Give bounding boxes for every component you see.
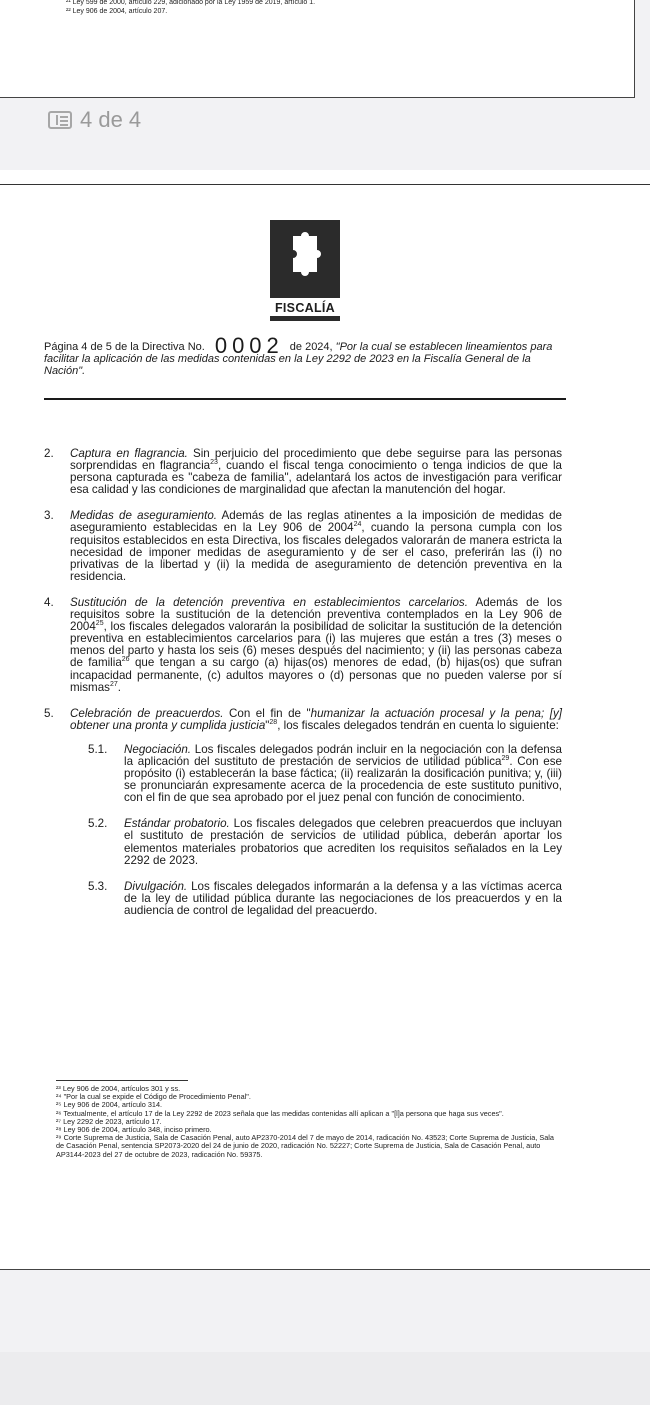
page-bottom-border bbox=[0, 1269, 650, 1270]
footnote: ²⁶ Textualmente, el artículo 17 de la Ley 2292 de 2023 señala que las medidas contenidas allí aplican a "[l]a persona que haga sus veces". bbox=[56, 1108, 504, 1118]
footnote: ²² Ley 906 de 2004, artículo 207. bbox=[66, 8, 168, 15]
footnote: ²¹ Ley 599 de 2000, artículo 229, adicionado por la Ley 1959 de 2019, artículo 1. bbox=[66, 0, 316, 6]
header-divider bbox=[44, 398, 566, 400]
footnote: ²⁵ Ley 906 de 2004, artículo 314. bbox=[56, 1100, 163, 1110]
footnote: ²⁷ Ley 2292 de 2023, artículo 17. bbox=[56, 1116, 162, 1126]
list-item: 4. Sustitución de la detención preventiva en establecimientos carcelarios. Además de los requisitos sobre la sustitución de la detención preventiva contemplados en la Ley 906 de 2004$^{25}$, los fiscales delegados valorarán la posibilidad de solicitar la sustitución de la detención preventiva en establecimientos carcelarios para (i) las mujeres que están a tres (3) meses o menos del parto y hasta los seis (6) meses después del nacimiento; y (ii) las personas cabeza de familia$^{26}$ que tengan a su cargo (a) hijas(os) menores de edad, (b) hijas(os) que sufran incapacidad permanente, (c) adultos mayores o (d) personas que no pueden valerse por sí mismas$^{27}$. bbox=[44, 595, 562, 694]
logo-name: FISCALÍA bbox=[274, 301, 336, 315]
directive-number: 0002 bbox=[214, 333, 284, 358]
document-page-icon bbox=[48, 111, 72, 129]
list-item: 2. Captura en flagrancia. Sin perjuicio del procedimiento que debe seguirse para las personas sorprendidas en flagrancia$^{23}$, cuando el fiscal tenga conocimiento o tenga indicios de que la persona capturada es "cabeza de familia", adelantará los actos de investigación para verificar esa calidad y las condiciones de marginalidad que afectan la manutención del hogar. bbox=[44, 447, 563, 497]
viewer-background bbox=[0, 1352, 650, 1405]
previous-page bbox=[0, 0, 635, 98]
sub-item: 5.1. Negociación. Los fiscales delegados podrán incluir en la negociación con la defensa la aplicación del sustituto de prestación de servicios de utilidad pública$^{29}$. Con ese propósito (i) establecerán la base fáctica; (ii) realizarán la dosificación punitiva; y, (iii) se pronunciarán expresamente acerca de la procedencia de este sustituto punitivo, con el fin de que sea aprobado por el juez penal con función de conocimiento. bbox=[88, 742, 562, 805]
sub-item: 5.2. Estándar probatorio. Los fiscales delegados que celebren preacuerdos que incluyan el sustituto de prestación de servicios de utilidad pública, deberán aportar los elementos materiales probatorios que acrediten los requisitos señalados en la Ley 2292 de 2023. bbox=[88, 817, 562, 867]
page-counter-label: 4 de 4 bbox=[80, 107, 142, 132]
document-body bbox=[44, 448, 562, 931]
puzzle-piece-icon bbox=[270, 220, 340, 298]
footnotes bbox=[56, 1080, 562, 1159]
page-header bbox=[44, 333, 566, 377]
list-item: 5. Celebración de preacuerdos. Con el fin de "humanizar la actuación procesal y la pena; [y] obtener una pronta y cumplida justicia"$^{28}$, los fiscales delegados tendrán en cuenta lo siguiente: bbox=[44, 706, 562, 732]
directive-title: "Por la cual se establecen lineamientos para facilitar la aplicación de las medidas contenidas en la Ley 2292 de 2023 en la Fiscalía General de la Nación". bbox=[44, 341, 553, 377]
page-counter[interactable] bbox=[48, 106, 141, 134]
page-top-border bbox=[0, 184, 650, 185]
footnote: ²³ Ley 906 de 2004, artículos 301 y ss. bbox=[56, 1084, 181, 1093]
footnote: ²⁸ Ley 906 de 2004, artículo 348, inciso primero. bbox=[56, 1125, 212, 1135]
list-item: 3. Medidas de aseguramiento. Además de las reglas atinentes a la imposición de medidas de aseguramiento establecidas en la Ley 906 de 2004$^{24}$, cuando la persona cumpla con los requisitos establecidos en esta Directiva, los fiscales delegados valorarán de manera estricta la necesidad de imponer medidas de aseguramiento y de ser el caso, preferirán las (i) no privativas de la libertad y (ii) la medida de aseguramiento de detención preventiva en la residencia. bbox=[44, 509, 562, 583]
directive-year: de 2024, bbox=[289, 341, 333, 353]
footnote: ²⁹ Corte Suprema de Justicia, Sala de Casación Penal, auto AP2370-2014 del 7 de mayo de 2014, radicación No. 43523; Corte Suprema de Justicia, Sala de Casación Penal, sentencia SP2073-2020 del 24 de junio de 2020, radicación No. 52227; Corte Suprema de Justicia, Sala de Casación Penal, auto AP3144-2023 del 27 de octubre de 2023, radicación No. 59375. bbox=[56, 1133, 554, 1159]
footnote: ²⁴ "Por la cual se expide el Código de Procedimiento Penal". bbox=[56, 1092, 251, 1102]
page-info: Página 4 de 5 de la Directiva No. bbox=[44, 341, 205, 353]
logo-bar bbox=[270, 316, 340, 321]
fiscalia-logo bbox=[270, 220, 340, 324]
sub-item: 5.3. Divulgación. Los fiscales delegados informarán a la defensa y a las víctimas acerca de la ley de utilidad pública durante las negociaciones de los preacuerdos y en la audiencia de control de legalidad del preacuerdo. bbox=[88, 879, 562, 917]
document-page bbox=[0, 170, 650, 1270]
footnote-separator bbox=[56, 1080, 188, 1081]
